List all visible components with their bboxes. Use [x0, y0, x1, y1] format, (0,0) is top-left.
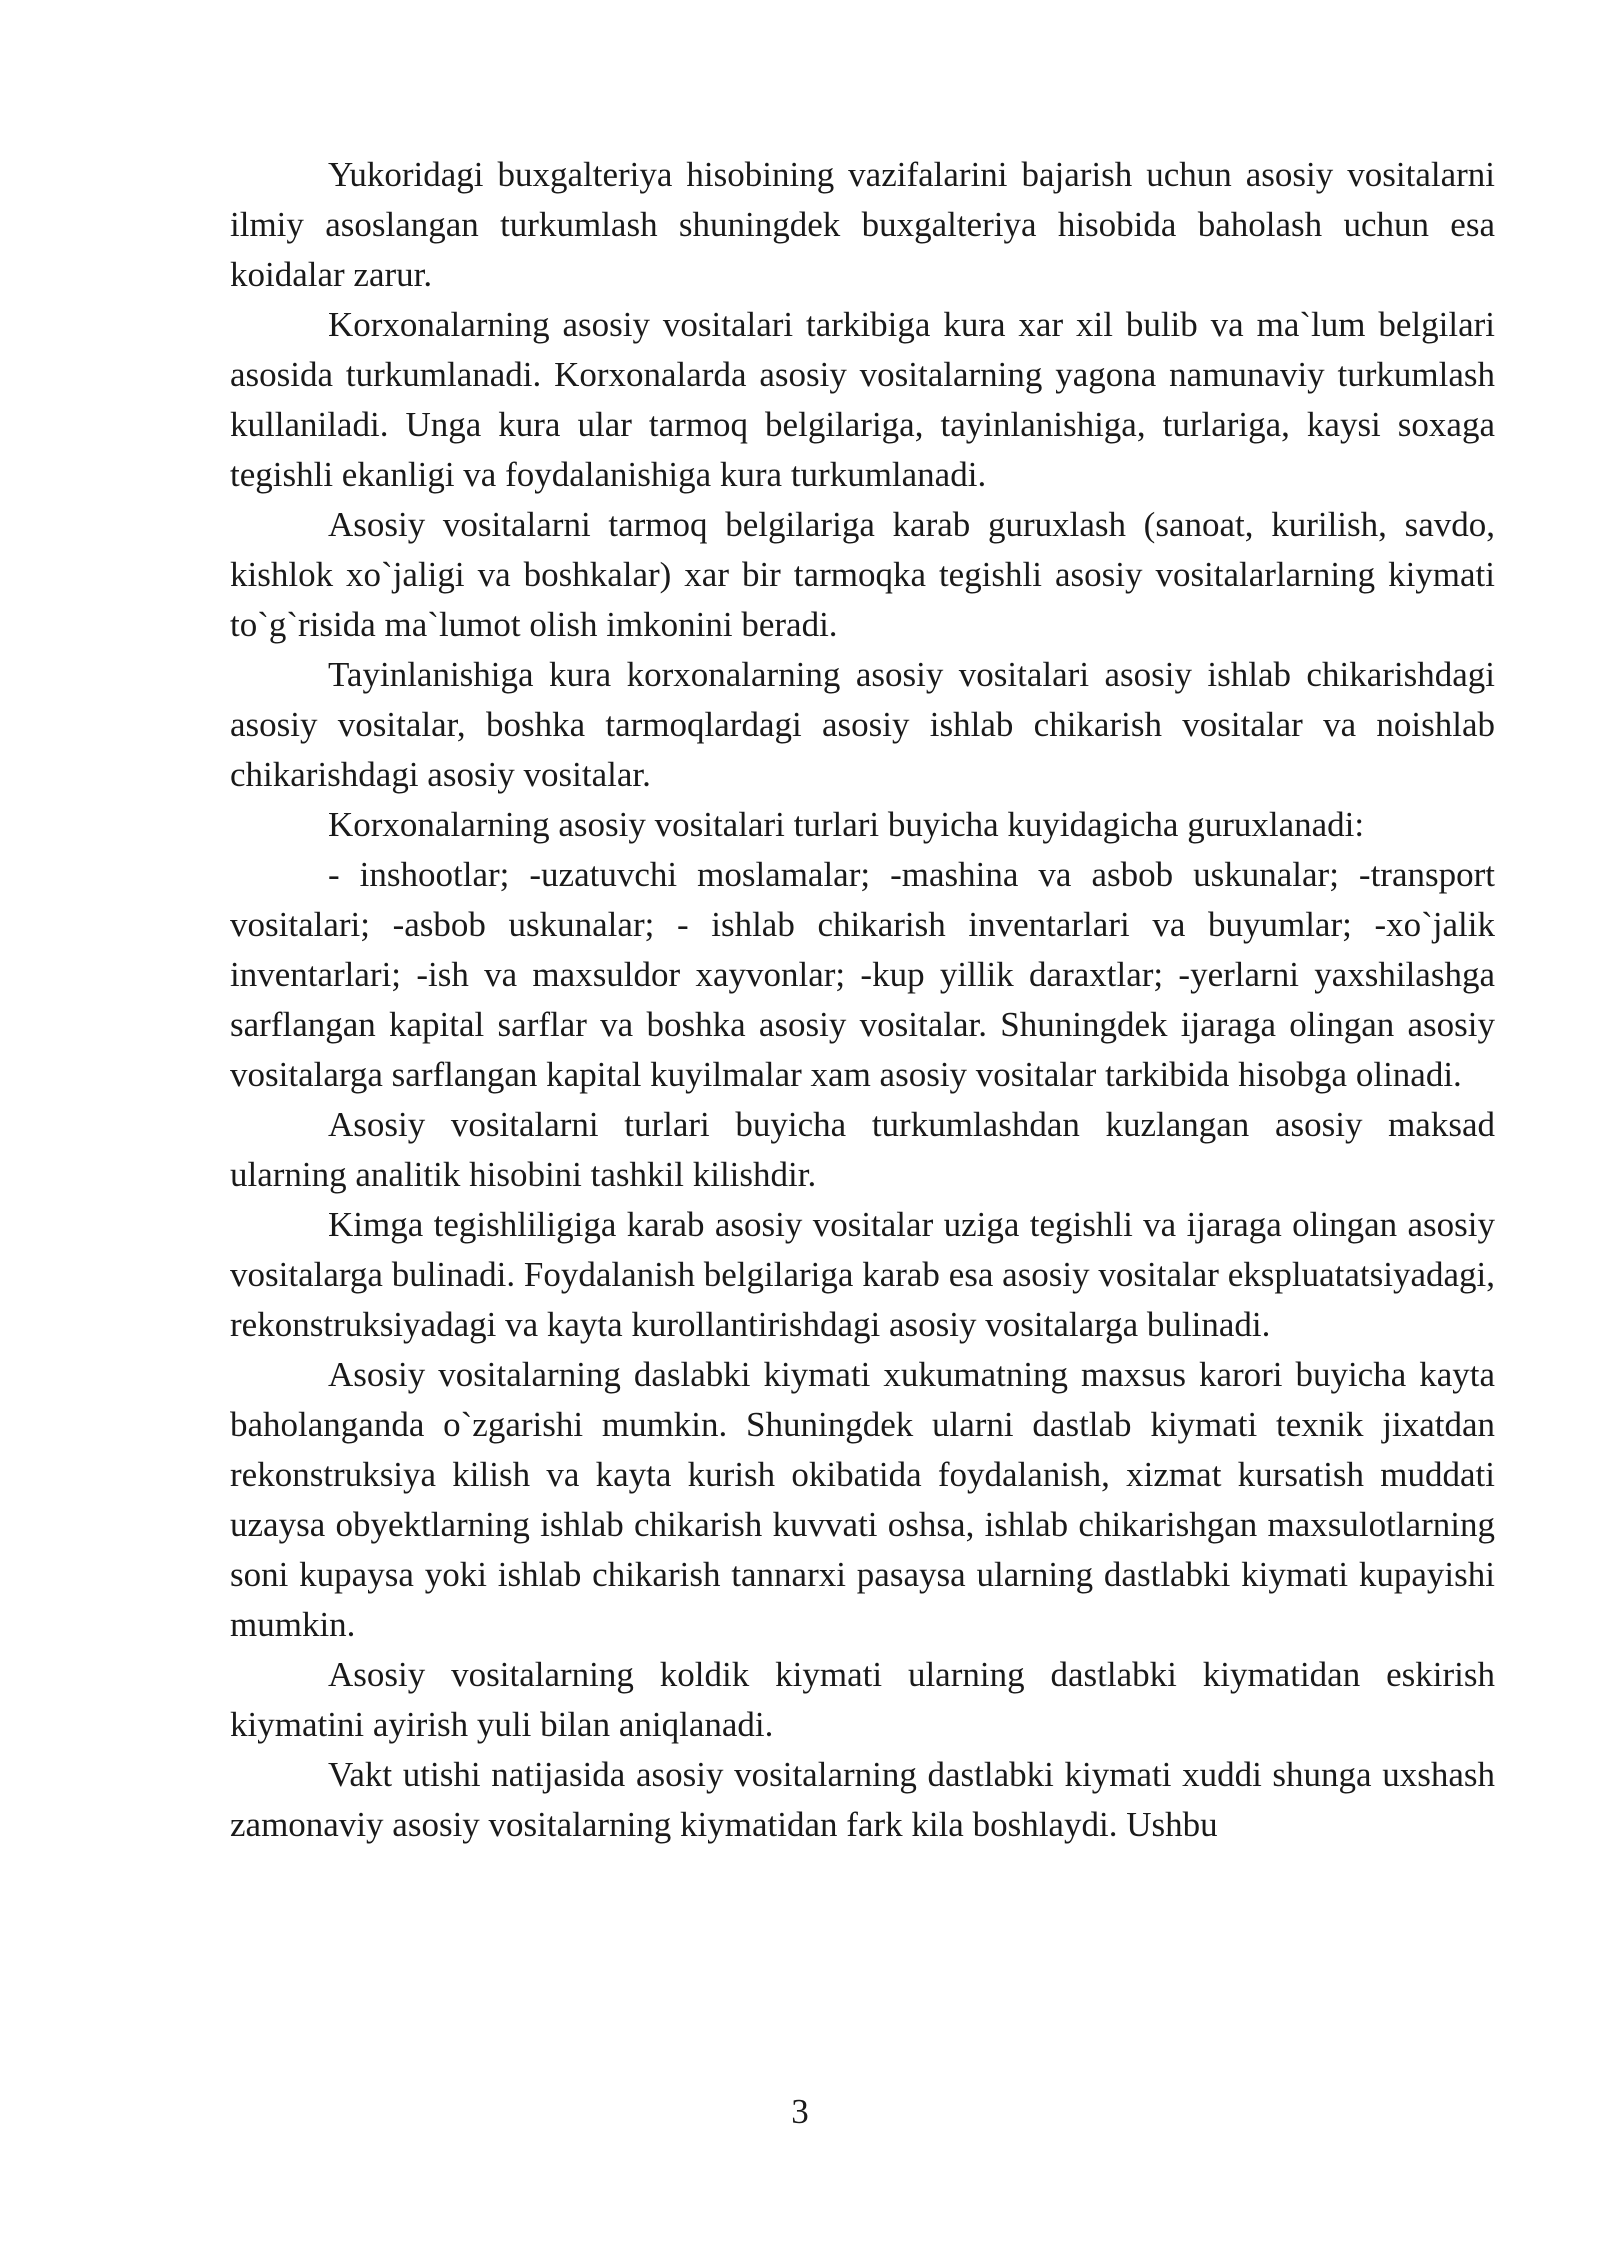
paragraph: Asosiy vositalarni turlari buyicha turkumlashdan kuzlangan asosiy maksad ularning analitik hisobini tashkil kilishdir.	[230, 1105, 1495, 1194]
paragraph: - inshootlar; -uzatuvchi moslamalar; -mashina va asbob uskunalar; -transport vositalari; -asbob uskunalar; - ishlab chikarish inventarlari va buyumlar; -xo`jalik inventarlari; -ish va maxsuldor xayvonlar; -kup yillik daraxtlar; -yerlarni yaxshilashga sarflangan kapital sarflar va boshka asosiy vositalar. Shuningdek ijaraga olingan asosiy vositalarga sarflangan kapital kuyilmalar xam asosiy vositalar tarkibida hisobga olinadi.	[230, 855, 1495, 1094]
paragraph: Vakt utishi natijasida asosiy vositalarning dastlabki kiymati xuddi shunga uxshash zamonaviy asosiy vositalarning kiymatidan fark kila boshlaydi. Ushbu	[230, 1755, 1495, 1844]
paragraph: Asosiy vositalarni tarmoq belgilariga karab guruxlash (sanoat, kurilish, savdo, kishlok xo`jaligi va boshkalar) xar bir tarmoqka tegishli asosiy vositalarlarning kiymati to`g`risida ma`lumot olish imkonini beradi.	[230, 505, 1495, 644]
paragraph: Asosiy vositalarning koldik kiymati ularning dastlabki kiymatidan eskirish kiymatini ayirish yuli bilan aniqlanadi.	[230, 1655, 1495, 1744]
document-body	[230, 150, 1495, 1850]
paragraph: Korxonalarning asosiy vositalari turlari buyicha kuyidagicha guruxlanadi:	[328, 805, 1365, 844]
page-number: 3	[791, 2092, 809, 2131]
paragraph: Asosiy vositalarning daslabki kiymati xukumatning maxsus karori buyicha kayta baholanganda o`zgarishi mumkin. Shuningdek ularni dastlab kiymati texnik jixatdan rekonstruksiya kilish va kayta kurish okibatida foydalanish, xizmat kursatish muddati uzaysa obyektlarning ishlab chikarish kuvvati oshsa, ishlab chikarishgan maxsulotlarning soni kupaysa yoki ishlab chikarish tannarxi pasaysa ularning dastlabki kiymati kupayishi mumkin.	[230, 1355, 1495, 1644]
paragraph: Yukoridagi buxgalteriya hisobining vazifalarini bajarish uchun asosiy vositalarni ilmiy asoslangan turkumlash shuningdek buxgalteriya hisobida baholash uchun esa koidalar zarur.	[230, 155, 1495, 294]
paragraph: Kimga tegishliligiga karab asosiy vositalar uziga tegishli va ijaraga olingan asosiy vositalarga bulinadi. Foydalanish belgilariga karab esa asosiy vositalar ekspluatatsiyadagi, rekonstruksiyadagi va kayta kurollantirishdagi asosiy vositalarga bulinadi.	[230, 1205, 1495, 1344]
paragraph: Tayinlanishiga kura korxonalarning asosiy vositalari asosiy ishlab chikarishdagi asosiy vositalar, boshka tarmoqlardagi asosiy ishlab chikarish vositalar va noishlab chikarishdagi asosiy vositalar.	[230, 655, 1495, 794]
paragraph: Korxonalarning asosiy vositalari tarkibiga kura xar xil bulib va ma`lum belgilari asosida turkumlanadi. Korxonalarda asosiy vositalarning yagona namunaviy turkumlash kullaniladi. Unga kura ular tarmoq belgilariga, tayinlanishiga, turlariga, kaysi soxaga tegishli ekanligi va foydalanishiga kura turkumlanadi.	[230, 305, 1495, 494]
